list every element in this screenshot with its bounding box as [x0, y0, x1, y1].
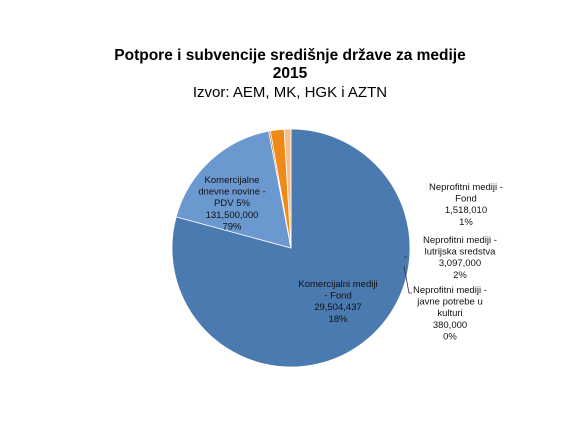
slice-label-2: Komercijalni mediji - Fond 29,504,437 18% — [298, 279, 378, 325]
chart-source: Izvor: AEM, MK, HGK i AZTN — [192, 84, 388, 101]
slice-label-3: Neprofitni mediji -javne potrebe u kulturi 380,000 0% — [413, 285, 487, 343]
slice-label-4: Neprofitni mediji -lutrijska sredstva 3,097,000 2% — [423, 235, 497, 281]
chart-year: 2015 — [272, 65, 308, 82]
chart-title: Potpore i subvencije središnje države za medije — [114, 47, 466, 64]
pie-slices — [172, 129, 410, 367]
slice-label-1: Komercijalne dnevne novine -PDV 5% 131,500,000 79% — [198, 175, 266, 233]
slice-label-5: Neprofitni mediji -Fond 1,518,010 1% — [429, 182, 503, 228]
